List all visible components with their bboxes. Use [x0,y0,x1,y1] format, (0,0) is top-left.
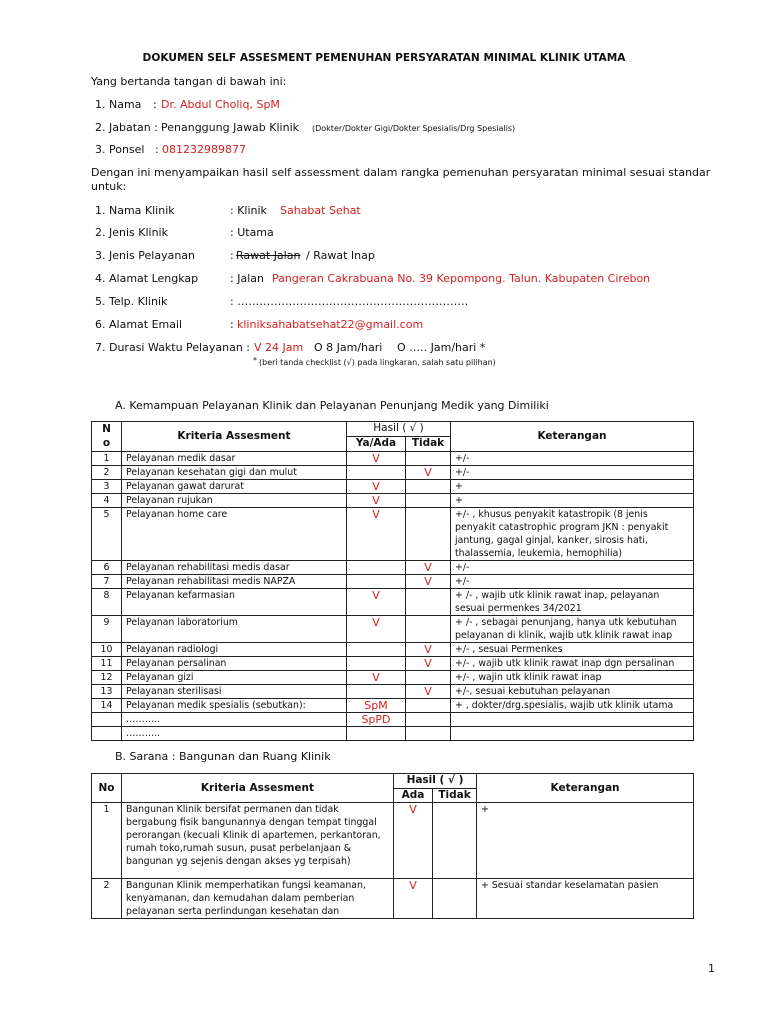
jabatan-note: (Dokter/Dokter Gigi/Dokter Spesialis/Drg Spesialis) [312,124,516,133]
cell-ya: V [347,616,406,643]
cell-keterangan: +/- , sesuai Permenkes [451,643,694,657]
cell-keterangan: +/- , khusus penyakit katastropik (8 jenis penyakit catastrophic program JKN : penyakit jantung, gagal ginjal, kanker, sirosis hati, thalassemia, leukemia, hemophilia) [451,508,694,561]
table-row [92,452,694,466]
table-row [92,727,694,741]
jabatan-label: 2. Jabatan : [95,121,158,134]
cell-tidak: V [406,575,451,589]
email-label: 6. Alamat Email [95,318,183,331]
cell-keterangan: + [451,494,694,508]
doc-title: DOKUMEN SELF ASSESMENT PEMENUHAN PERSYARATAN MINIMAL KLINIK UTAMA [142,52,626,64]
nama-klinik-prefix: : Klinik [230,204,267,217]
cell-tidak: V [406,685,451,699]
cell-keterangan: + /- , sebagai penunjang, hanya utk kebutuhan pelayanan di klinik, wajib utk klinik rawat inap [451,616,694,643]
table-row [92,575,694,589]
cell-ya [347,685,406,699]
cell-keterangan [451,713,694,727]
note-text: (beri tanda checklist (√) pada lingkaran, salah satu pilihan) [259,358,496,367]
cell-kriteria: Pelayanan rehabilitasi medis NAPZA [122,575,347,589]
durasi-v: V 24 Jam [254,341,304,354]
cell-kriteria: Pelayanan rujukan [122,494,347,508]
table-row [92,685,694,699]
table-row [92,803,694,879]
cell-tidak [406,699,451,713]
jenis-pelayanan-colon: : [230,249,234,262]
cell-kriteria: Pelayanan rehabilitasi medis dasar [122,561,347,575]
cell-kriteria: Pelayanan medik spesialis (sebutkan): [122,699,347,713]
telp-value: : ……………………………………………………… [230,295,469,308]
cell-tidak [406,508,451,561]
cell-ya: V [347,480,406,494]
table-row [92,508,694,561]
cell-tidak [433,879,477,919]
cell-keterangan: +/- , wajib utk klinik rawat inap dgn persalinan [451,657,694,671]
header-tidak: Tidak [433,789,477,803]
note-star: * [253,356,257,365]
table-row [92,480,694,494]
cell-no: 2 [92,879,122,919]
table-row [92,494,694,508]
statement-line2: untuk: [91,180,127,193]
table-row [92,616,694,643]
cell-kriteria: Bangunan Klinik bersifat permanen dan tidak bergabung fisik bangunannya dengan tempat tinggal perorangan (kecuali Klinik di apartemen, perkantoran, rumah toko,rumah susun, pusat perbelanjaan & bangunan yg sejenis dengan akses yg terpisah) [122,803,394,879]
cell-keterangan: +/- [451,561,694,575]
cell-kriteria: Pelayanan medik dasar [122,452,347,466]
cell-keterangan [451,727,694,741]
cell-kriteria: Pelayanan sterilisasi [122,685,347,699]
cell-kriteria: Pelayanan laboratorium [122,616,347,643]
table-row [92,879,694,919]
cell-no: 7 [92,575,122,589]
cell-ada: V [394,803,433,879]
nama-klinik-value: Sahabat Sehat [280,204,361,217]
cell-no: 4 [92,494,122,508]
cell-no: 5 [92,508,122,561]
table-row [92,713,694,727]
jenis-pelayanan-struck: Rawat Jalan [236,249,301,262]
header-tidak: Tidak [406,437,451,452]
intro-text: Yang bertanda tangan di bawah ini: [91,75,287,88]
page-number: 1 [708,962,715,975]
header-no: N o [92,422,122,452]
durasi-o8: O 8 Jam/hari [314,341,383,354]
cell-ya [347,727,406,741]
header-ada: Ada [394,789,433,803]
cell-no: 13 [92,685,122,699]
cell-tidak [406,671,451,685]
table-row [92,671,694,685]
table-row [92,466,694,480]
cell-no: 3 [92,480,122,494]
cell-ya [347,657,406,671]
nama-value: Dr. Abdul Choliq, SpM [161,98,280,111]
table-row [92,561,694,575]
cell-kriteria: ……….. [122,727,347,741]
header-ya: Ya/Ada [347,437,406,452]
ponsel-value: 081232989877 [162,143,246,156]
cell-kriteria: Pelayanan kesehatan gigi dan mulut [122,466,347,480]
cell-tidak [406,452,451,466]
cell-kriteria: Pelayanan gawat darurat [122,480,347,494]
cell-no: 1 [92,452,122,466]
nama-colon: : [153,98,157,111]
cell-ya [347,561,406,575]
nama-label: 1. Nama [95,98,142,111]
cell-ya [347,643,406,657]
section-a-title: A. Kemampuan Pelayanan Klinik dan Pelayanan Penunjang Medik yang Dimiliki [115,399,549,412]
jenis-klinik-value: : Utama [230,226,274,239]
cell-keterangan: + , dokter/drg.spesialis, wajib utk klinik utama [451,699,694,713]
cell-kriteria: Pelayanan gizi [122,671,347,685]
cell-ya: SpM [347,699,406,713]
header-hasil: Hasil ( √ ) [347,422,451,437]
cell-no [92,713,122,727]
cell-tidak [406,727,451,741]
jenis-pelayanan-rest: / Rawat Inap [306,249,375,262]
cell-no: 8 [92,589,122,616]
cell-kriteria: Pelayanan kefarmasian [122,589,347,616]
header-no: No [92,774,122,803]
header-kriteria: Kriteria Assesment [122,774,394,803]
cell-keterangan: +/- , wajin utk klinik rawat inap [451,671,694,685]
table-row [92,657,694,671]
cell-keterangan: + [451,480,694,494]
cell-no [92,727,122,741]
cell-ada: V [394,879,433,919]
alamat-value: Pangeran Cakrabuana No. 39 Kepompong. Talun. Kabupaten Cirebon [272,272,651,285]
cell-no: 6 [92,561,122,575]
header-keterangan: Keterangan [451,422,694,452]
header-keterangan: Keterangan [477,774,694,803]
jabatan-value: Penanggung Jawab Klinik [161,121,300,134]
cell-tidak: V [406,657,451,671]
cell-ya: V [347,508,406,561]
cell-kriteria: Pelayanan persalinan [122,657,347,671]
email-value: kliniksahabatsehat22@gmail.com [237,318,424,331]
cell-tidak [406,713,451,727]
cell-ya [347,575,406,589]
cell-keterangan: + [477,803,694,879]
statement-line1: Dengan ini menyampaikan hasil self assessment dalam rangka pemenuhan persyaratan minimal sesuai standar [91,166,711,179]
jenis-klinik-label: 2. Jenis Klinik [95,226,168,239]
cell-no: 14 [92,699,122,713]
ponsel-label: 3. Ponsel [95,143,145,156]
cell-keterangan: +/- [451,452,694,466]
cell-keterangan: +/- [451,575,694,589]
jenis-pelayanan-label: 3. Jenis Pelayanan [95,249,195,262]
table-row [92,643,694,657]
header-hasil: Hasil ( √ ) [394,774,477,789]
email-colon: : [230,318,234,331]
cell-ya: V [347,671,406,685]
cell-no: 1 [92,803,122,879]
telp-label: 5. Telp. Klinik [95,295,168,308]
header-kriteria: Kriteria Assesment [122,422,347,452]
table-row [92,699,694,713]
cell-keterangan: + /- , wajib utk klinik rawat inap, pelayanan sesuai permenkes 34/2021 [451,589,694,616]
cell-tidak: V [406,643,451,657]
cell-tidak [406,616,451,643]
cell-ya: V [347,452,406,466]
cell-tidak [406,589,451,616]
cell-keterangan: +/- [451,466,694,480]
cell-no: 9 [92,616,122,643]
cell-no: 11 [92,657,122,671]
ponsel-colon: : [155,143,159,156]
nama-klinik-label: 1. Nama Klinik [95,204,175,217]
cell-tidak [406,494,451,508]
section-b-table [91,773,694,919]
cell-no: 10 [92,643,122,657]
cell-keterangan: +/-, sesuai kebutuhan pelayanan [451,685,694,699]
cell-no: 2 [92,466,122,480]
table-row [92,589,694,616]
section-a-table [91,421,694,741]
cell-ya [347,466,406,480]
cell-tidak: V [406,466,451,480]
cell-tidak [433,803,477,879]
durasi-o: O ….. Jam/hari * [397,341,486,354]
durasi-label: 7. Durasi Waktu Pelayanan : [95,341,250,354]
alamat-label: 4. Alamat Lengkap [95,272,199,285]
cell-kriteria: Pelayanan radiologi [122,643,347,657]
cell-tidak: V [406,561,451,575]
cell-no: 12 [92,671,122,685]
cell-tidak [406,480,451,494]
cell-ya: SpPD [347,713,406,727]
cell-keterangan: + Sesuai standar keselamatan pasien [477,879,694,919]
cell-kriteria: Pelayanan home care [122,508,347,561]
alamat-prefix: : Jalan [230,272,264,285]
cell-kriteria: ……….. [122,713,347,727]
section-b-title: B. Sarana : Bangunan dan Ruang Klinik [115,750,331,763]
cell-ya: V [347,494,406,508]
cell-kriteria: Bangunan Klinik memperhatikan fungsi keamanan, kenyamanan, dan kemudahan dalam pemberian pelayanan serta perlindungan kesehatan dan [122,879,394,919]
cell-ya: V [347,589,406,616]
